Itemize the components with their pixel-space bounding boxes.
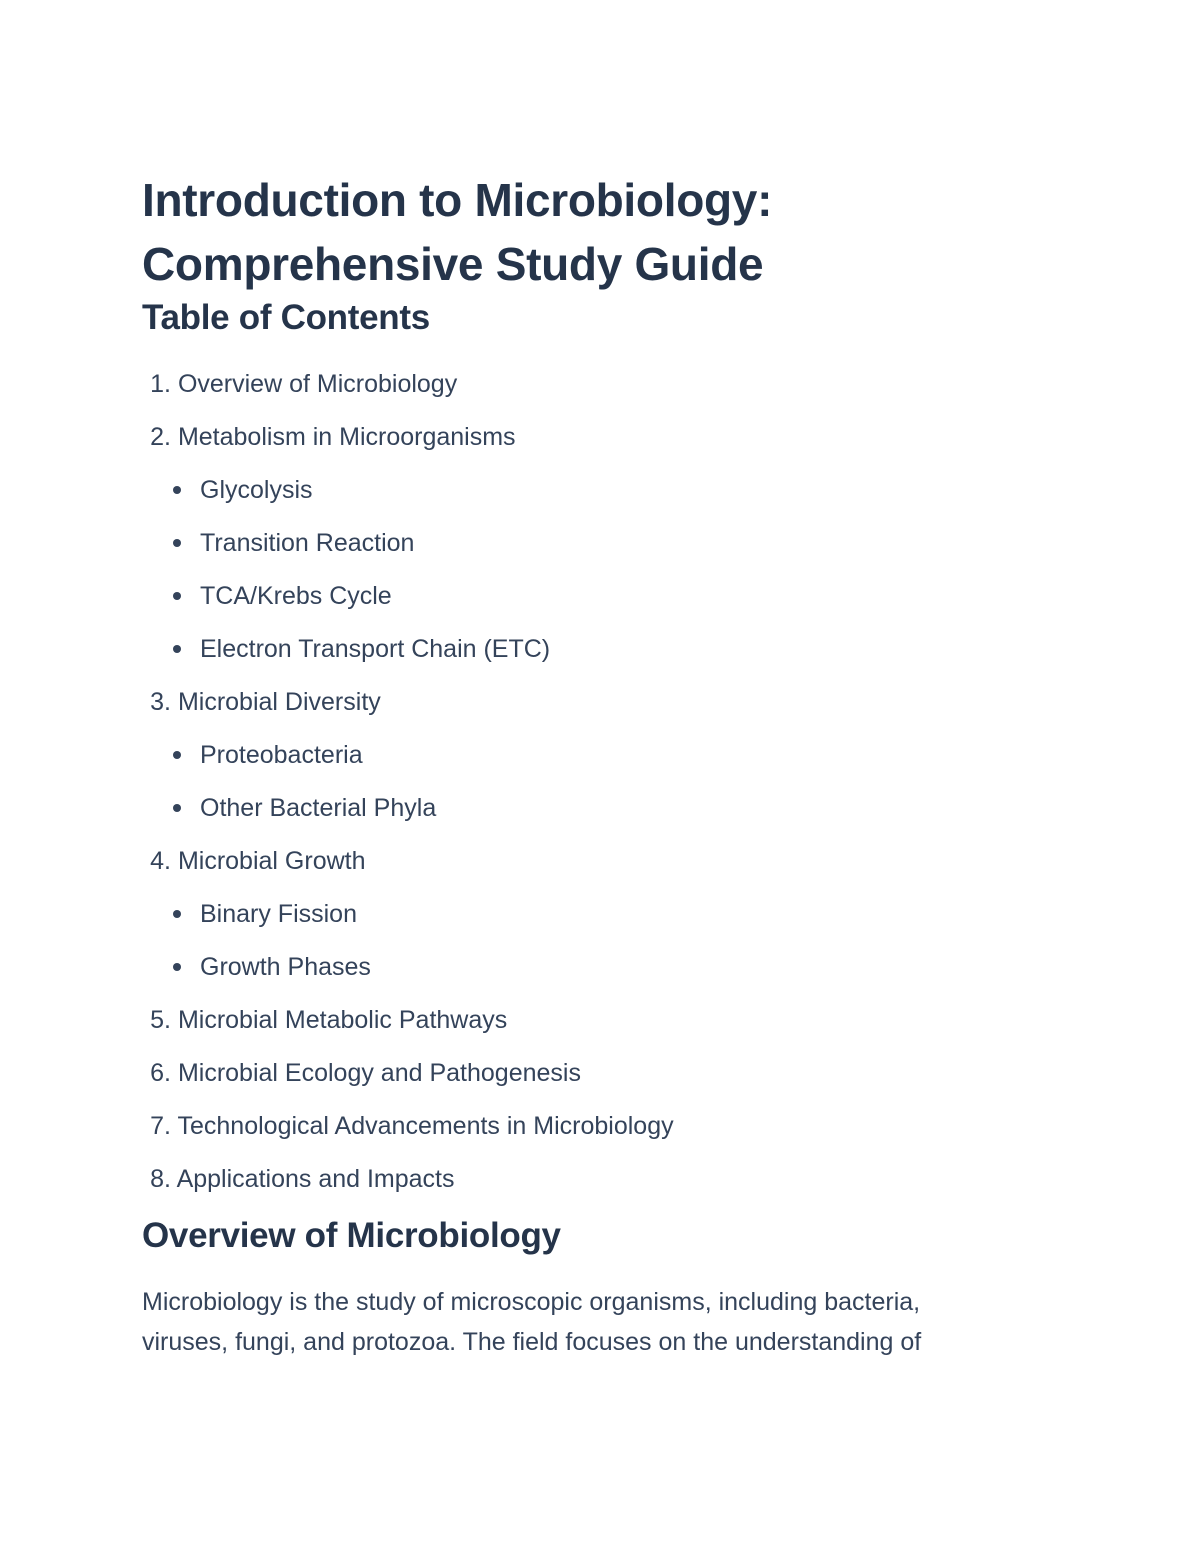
bullet-icon [173, 645, 181, 653]
toc-subitem [142, 578, 1042, 614]
toc-item-number: 1. [150, 370, 171, 398]
toc-subitem-label: Transition Reaction [200, 529, 415, 557]
toc-item-label: Metabolism in Microorganisms [177, 423, 516, 451]
bullet-icon [173, 486, 181, 494]
toc-item-label: Microbial Growth [177, 847, 366, 875]
toc-item-overview [142, 366, 1042, 402]
toc-item-number: 3. [150, 688, 171, 716]
toc-item-technology [142, 1108, 1042, 1144]
toc-item-number: 7. [150, 1112, 171, 1140]
toc-sublist-diversity [142, 737, 1042, 826]
toc-item-number: 5. [150, 1006, 171, 1034]
toc-item-number: 6. [150, 1059, 171, 1087]
toc-subitem-label: Proteobacteria [200, 741, 363, 769]
bullet-icon [173, 910, 181, 918]
overview-line-2: viruses, fungi, and protozoa. The field focuses on the understanding of [142, 1328, 922, 1356]
toc-subitem-label: Binary Fission [200, 900, 357, 928]
toc-subitem-label: TCA/Krebs Cycle [200, 582, 392, 610]
toc-sublist-metabolism [142, 472, 1042, 667]
bullet-icon [173, 963, 181, 971]
overview-paragraph [142, 1282, 1042, 1362]
toc-subitem [142, 737, 1042, 773]
toc-subitem [142, 525, 1042, 561]
toc-subitem [142, 472, 1042, 508]
document-title-line-1: Introduction to Microbiology: [142, 174, 773, 226]
document-page [142, 168, 1042, 1362]
toc-subitem [142, 631, 1042, 667]
overview-heading: Overview of Microbiology [142, 1216, 561, 1255]
bullet-icon [173, 592, 181, 600]
toc-item-applications [142, 1161, 1042, 1197]
toc-heading: Table of Contents [142, 298, 430, 337]
overview-line-1: Microbiology is the study of microscopic organisms, including bacteria, [142, 1288, 921, 1316]
toc-item-label: Microbial Ecology and Pathogenesis [177, 1059, 581, 1087]
toc-subitem-label: Growth Phases [200, 953, 371, 981]
table-of-contents [142, 366, 1042, 1197]
document-title-line-2: Comprehensive Study Guide [142, 238, 764, 290]
toc-item-label: Applications and Impacts [176, 1165, 455, 1193]
toc-subitem [142, 949, 1042, 985]
toc-subitem-label: Glycolysis [200, 476, 313, 504]
toc-item-pathways [142, 1002, 1042, 1038]
toc-subitem-label: Other Bacterial Phyla [200, 794, 437, 822]
toc-item-label: Microbial Diversity [177, 688, 381, 716]
toc-item-number: 4. [150, 847, 171, 875]
toc-item-ecology [142, 1055, 1042, 1091]
bullet-icon [173, 804, 181, 812]
toc-subitem-label: Electron Transport Chain (ETC) [200, 635, 551, 663]
toc-item-growth [142, 843, 1042, 985]
toc-subitem [142, 896, 1042, 932]
bullet-icon [173, 539, 181, 547]
toc-item-metabolism [142, 419, 1042, 667]
toc-item-label: Technological Advancements in Microbiology [177, 1112, 674, 1140]
toc-subitem [142, 790, 1042, 826]
document-title [142, 168, 1042, 296]
toc-item-number: 8. [150, 1165, 171, 1193]
toc-item-number: 2. [150, 423, 171, 451]
toc-item-diversity [142, 684, 1042, 826]
toc-item-label: Overview of Microbiology [177, 370, 458, 398]
bullet-icon [173, 751, 181, 759]
toc-sublist-growth [142, 896, 1042, 985]
toc-item-label: Microbial Metabolic Pathways [177, 1006, 508, 1034]
